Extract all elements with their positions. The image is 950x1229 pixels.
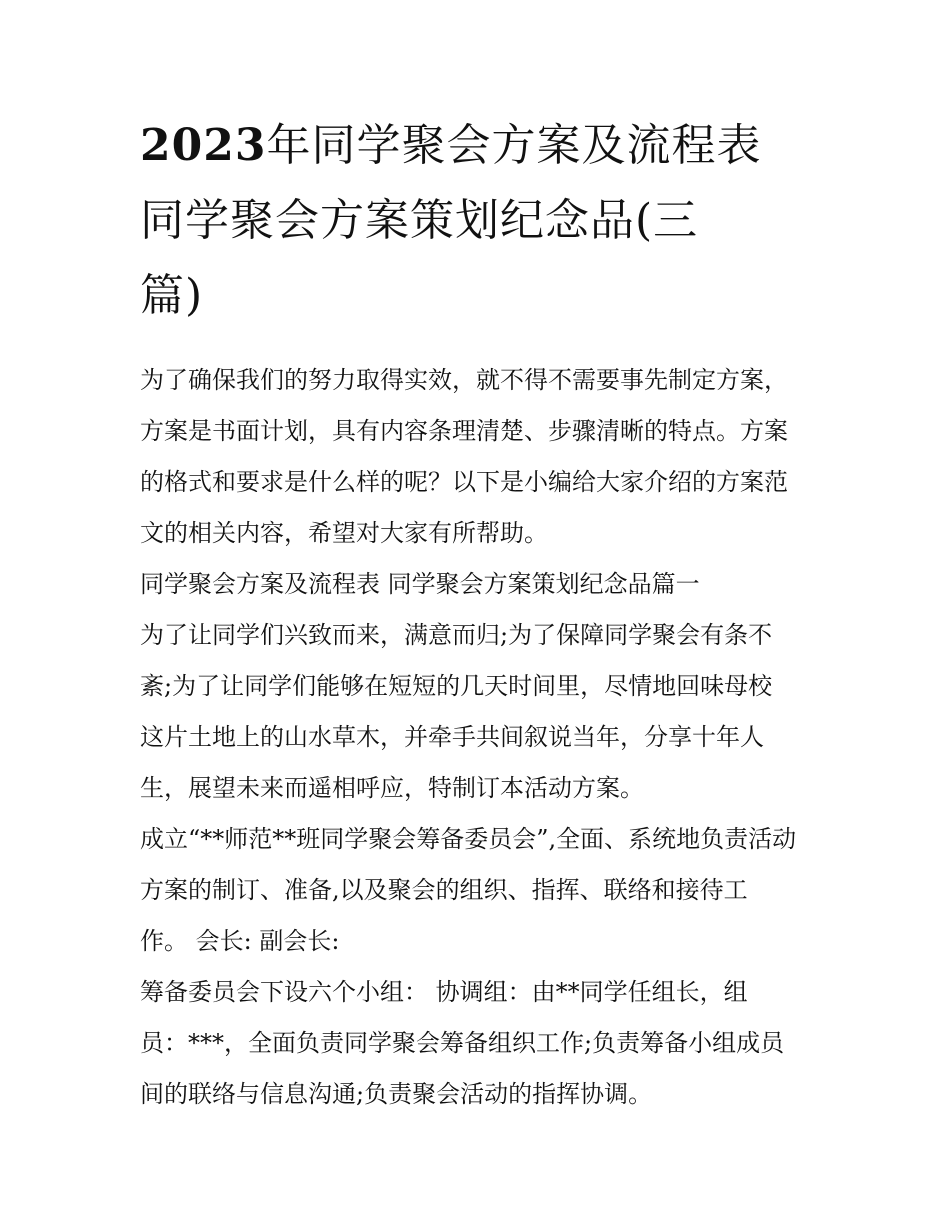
- paragraph-line: 方案的制订、准备,以及聚会的组织、指挥、联络和接待工: [140, 876, 748, 904]
- paragraph-line: 生，展望未来而遥相呼应，特制订本活动方案。: [140, 774, 644, 802]
- paragraph-line: 这片土地上的山水草木，并牵手共间叙说当年，分享十年人: [140, 723, 764, 751]
- title-line-1-text: 年同学聚会方案及流程表: [266, 120, 762, 171]
- paragraph-line: 员：***，全面负责同学聚会筹备组织工作;负责筹备小组成员: [140, 1029, 785, 1057]
- paragraph-line: 文的相关内容，希望对大家有所帮助。: [140, 519, 548, 547]
- paragraph-intro: [140, 355, 820, 559]
- document-body: [140, 355, 820, 1120]
- paragraph-committee: [140, 814, 820, 967]
- title-line-2: 同学聚会方案策划纪念品(三: [140, 195, 699, 246]
- title-year: 2023: [140, 120, 267, 171]
- paragraph-line: 方案是书面计划，具有内容条理清楚、步骤清晰的特点。方案: [140, 417, 788, 445]
- paragraph-line: 成立“**师范**班同学聚会筹备委员会”,全面、系统地负责活动: [140, 825, 797, 853]
- paragraph-line: 筹备委员会下设六个小组： 协调组：由**同学任组长，组: [140, 978, 748, 1006]
- paragraph-line: 作。 会长: 副会长:: [140, 927, 340, 955]
- paragraph-purpose: [140, 610, 820, 814]
- section-heading-line: 同学聚会方案及流程表 同学聚会方案策划纪念品篇一: [140, 570, 700, 598]
- title-line-1: [140, 108, 820, 183]
- section-heading: [140, 559, 820, 610]
- paragraph-line: 间的联络与信息沟通;负责聚会活动的指挥协调。: [140, 1080, 653, 1108]
- paragraph-line: 的格式和要求是什么样的呢？以下是小编给大家介绍的方案范: [140, 468, 788, 496]
- paragraph-line: 为了让同学们兴致而来，满意而归;为了保障同学聚会有条不: [140, 621, 773, 649]
- title-line-3: 篇): [140, 270, 204, 321]
- paragraph-groups: [140, 967, 820, 1120]
- document-title: [140, 108, 820, 333]
- paragraph-line: 为了确保我们的努力取得实效，就不得不需要事先制定方案，: [140, 366, 788, 394]
- document-page: [140, 0, 820, 1229]
- paragraph-line: 紊;为了让同学们能够在短短的几天时间里，尽情地回味母校: [140, 672, 773, 700]
